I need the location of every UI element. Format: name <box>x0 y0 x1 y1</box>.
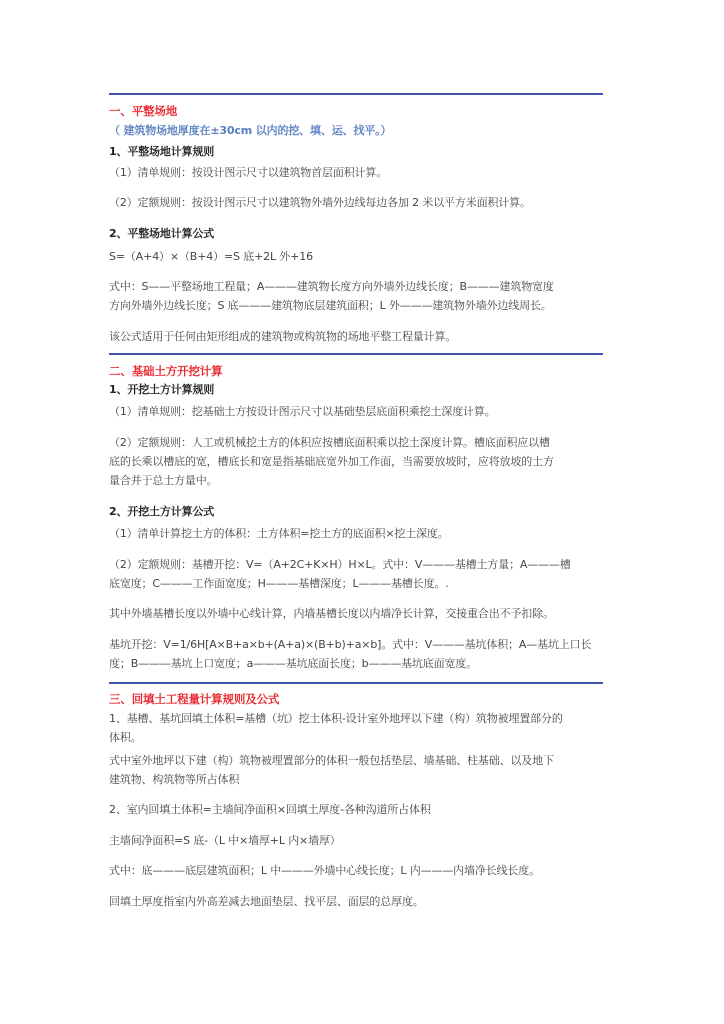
section1-rule2: （2）定额规则：按设计图示尺寸以建筑物外墙外边线每边各加 2 米以平方米面积计算。 <box>109 196 531 209</box>
section1-sub2-title: 2、平整场地计算公式 <box>109 227 215 240</box>
section2-sub1-title: 1、开挖土方计算规则 <box>109 383 215 396</box>
section3-item2-note: 回填土厚度指室内外高差减去地面垫层、找平层、面层的总厚度。 <box>109 895 424 908</box>
section2-pit-a: 基坑开挖：V=1/6H[A×B+a×b+(A+a)×(B+b)+a×b]。式中：V———基坑体积；A—基坑上口长 <box>109 638 592 651</box>
section3-item1-d: 建筑物、构筑物等所占体积 <box>109 773 240 786</box>
section2-formula1: （1）清单计算挖土方的体积：土方体积=挖土方的底面积×挖土深度。 <box>109 527 449 540</box>
section1-explain-a: 式中：S——平整场地工程量；A———建筑物长度方向外墙外边线长度；B———建筑物宽度 <box>109 280 554 293</box>
section3-item1-c: 式中室外地坪以下建（构）筑物被埋置部分的体积一般包括垫层、墙基础、柱基础、以及地下 <box>109 754 554 767</box>
section2-sub2-title: 2、开挖土方计算公式 <box>109 505 215 518</box>
section2-note: 其中外墙基槽长度以外墙中心线计算，内墙基槽长度以内墙净长计算，交接重合出不予扣除。 <box>109 607 554 620</box>
section2-title: 二、基础土方开挖计算 <box>109 364 223 378</box>
top-divider <box>109 93 603 95</box>
section2-divider <box>109 353 603 355</box>
section3-item1-a: 1、基槽、基坑回填土体积=基槽（坑）挖土体积-设计室外地坪以下建（构）筑物被埋置部分的 <box>109 712 563 725</box>
section2-rule2-b: 底的长乘以槽底的宽，槽底长和宽是指基础底宽外加工作面，当需要放坡时，应将放坡的土方 <box>109 455 554 468</box>
section1-subtitle: （ 建筑物场地厚度在±30cm 以内的挖、填、运、找平。） <box>109 124 392 137</box>
section2-formula2-a: （2）定额规则：基槽开挖：V=（A+2C+K×H）H×L。式中：V———基槽土方量；A———槽 <box>109 558 571 571</box>
section1-sub1-title: 1、平整场地计算规则 <box>109 145 215 158</box>
section2-pit-b: 度；B———基坑上口宽度；a———基坑底面长度；b———基坑底面宽度。 <box>109 657 478 670</box>
section3-item2: 2、室内回填土体积=主墙间净面积×回填土厚度-各种沟道所占体积 <box>109 803 431 816</box>
section3-item2-formula: 主墙间净面积=S 底-（L 中×墙厚+L 内×墙厚） <box>109 834 341 847</box>
section1-note: 该公式适用于任何由矩形组成的建筑物或构筑物的场地平整工程量计算。 <box>109 330 457 343</box>
section3-item1-b: 体积。 <box>109 731 142 744</box>
section3-title: 三、回填土工程量计算规则及公式 <box>109 692 280 706</box>
section2-formula2-b: 底宽度；C———工作面宽度；H———基槽深度；L———基槽长度。. <box>109 577 449 590</box>
section1-explain-b: 方向外墙外边线长度；S 底———建筑物底层建筑面积；L 外———建筑物外墙外边线周长。 <box>109 299 552 312</box>
section1-title: 一、平整场地 <box>109 104 178 118</box>
section2-rule2-a: （2）定额规则：人工或机械挖土方的体积应按槽底面积乘以挖土深度计算。槽底面积应以槽 <box>109 436 550 449</box>
section2-rule2-c: 量合并于总土方量中。 <box>109 474 218 487</box>
section3-divider <box>109 682 603 684</box>
section2-rule1: （1）清单规则：挖基础土方按设计图示尺寸以基础垫层底面积乘挖土深度计算。 <box>109 405 496 418</box>
section1-formula: S=（A+4）×（B+4）=S 底+2L 外+16 <box>109 250 313 263</box>
section1-rule1: （1）清单规则：按设计图示尺寸以建筑物首层面积计算。 <box>109 166 388 179</box>
section3-item2-explain: 式中：底———底层建筑面积；L 中———外墙中心线长度；L 内———内墙净长线长度。 <box>109 864 540 877</box>
